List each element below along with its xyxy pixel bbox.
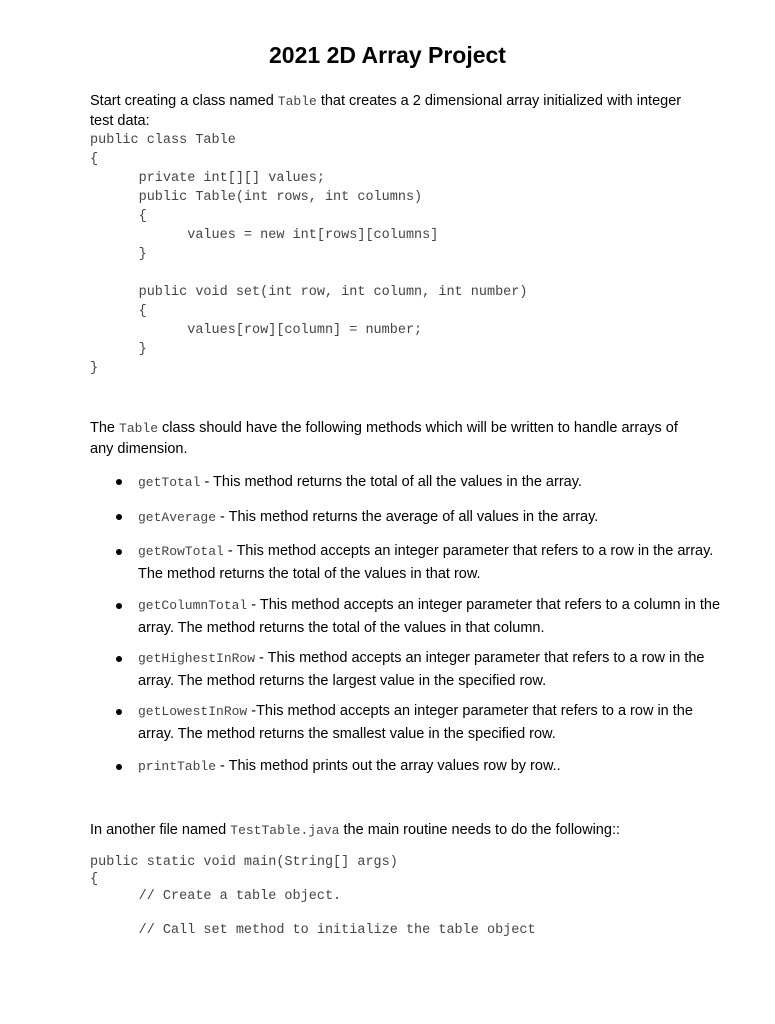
method-desc: - This method returns the total of all the values in the array. xyxy=(200,474,582,490)
code-line: public static void main(String[] args) xyxy=(90,855,398,870)
method-name: getHighestInRow xyxy=(138,651,256,666)
code-line: public class Table xyxy=(90,133,236,148)
methods-intro-class-code: Table xyxy=(119,421,159,436)
intro-text-before: Start creating a class named xyxy=(90,93,278,109)
code-line: { xyxy=(90,304,147,319)
intro-text-after: that creates a 2 dimensional array initialized with integer xyxy=(316,93,682,109)
main-intro-before: In another file named xyxy=(90,822,231,838)
bullet-dot xyxy=(116,514,122,520)
methods-intro-paragraph xyxy=(90,420,678,436)
bullet-dot xyxy=(116,479,122,485)
bullet-dot xyxy=(116,549,122,555)
intro-paragraph xyxy=(90,93,681,109)
code-line: values[row][column] = number; xyxy=(90,323,423,338)
main-intro-paragraph xyxy=(90,822,620,838)
code-line: // Call set method to initialize the table object xyxy=(90,923,536,938)
list-item xyxy=(138,506,728,529)
code-line: { xyxy=(90,152,99,167)
list-item xyxy=(138,700,728,745)
document-title: 2021 2D Array Project xyxy=(269,42,506,68)
method-name: getLowestInRow xyxy=(138,704,248,719)
bullet-dot xyxy=(116,656,122,662)
bullet-dot xyxy=(116,603,122,609)
method-name: printTable xyxy=(138,759,217,774)
code-line: { xyxy=(90,872,99,887)
code-line: public void set(int row, int column, int number) xyxy=(90,285,528,300)
method-desc: - This method accepts an integer parameter that refers to a row in the array. The method returns the total of the values in that row. xyxy=(138,543,714,582)
main-intro-after: the main routine needs to do the following:: xyxy=(339,822,620,838)
code-line: } xyxy=(90,361,99,376)
method-desc: - This method prints out the array values row by row.. xyxy=(216,758,561,774)
code-line: { xyxy=(90,209,147,224)
main-intro-file-code: TestTable.java xyxy=(230,823,340,838)
code-line: private int[][] values; xyxy=(90,171,325,186)
method-desc: - This method accepts an integer parameter that refers to a row in the array. The method returns the largest value in the specified row. xyxy=(138,650,705,689)
methods-intro-after: class should have the following methods which will be written to handle arrays of xyxy=(158,420,678,436)
list-item xyxy=(138,471,728,494)
code-line: public Table(int rows, int columns) xyxy=(90,190,423,205)
intro-paragraph-line2: test data: xyxy=(90,113,150,129)
code-line: } xyxy=(90,247,147,262)
intro-class-name-code: Table xyxy=(277,94,317,109)
code-line: // Create a table object. xyxy=(90,889,342,904)
method-name: getColumnTotal xyxy=(138,598,248,613)
list-item xyxy=(138,540,728,585)
code-line: values = new int[rows][columns] xyxy=(90,228,439,243)
list-item xyxy=(138,647,728,692)
method-name: getTotal xyxy=(138,475,201,490)
method-name: getAverage xyxy=(138,510,217,525)
list-item xyxy=(138,594,728,639)
code-line: } xyxy=(90,342,147,357)
method-desc: - This method accepts an integer parameter that refers to a column in the array. The method returns the total of the values in that column. xyxy=(138,597,721,636)
bullet-dot xyxy=(116,709,122,715)
method-desc: -This method accepts an integer parameter that refers to a row in the array. The method returns the smallest value in the specified row. xyxy=(138,703,693,742)
methods-intro-line2: any dimension. xyxy=(90,441,188,457)
bullet-dot xyxy=(116,764,122,770)
method-desc: - This method returns the average of all values in the array. xyxy=(216,509,599,525)
method-name: getRowTotal xyxy=(138,544,224,559)
list-item xyxy=(138,755,728,778)
methods-intro-before: The xyxy=(90,420,120,436)
